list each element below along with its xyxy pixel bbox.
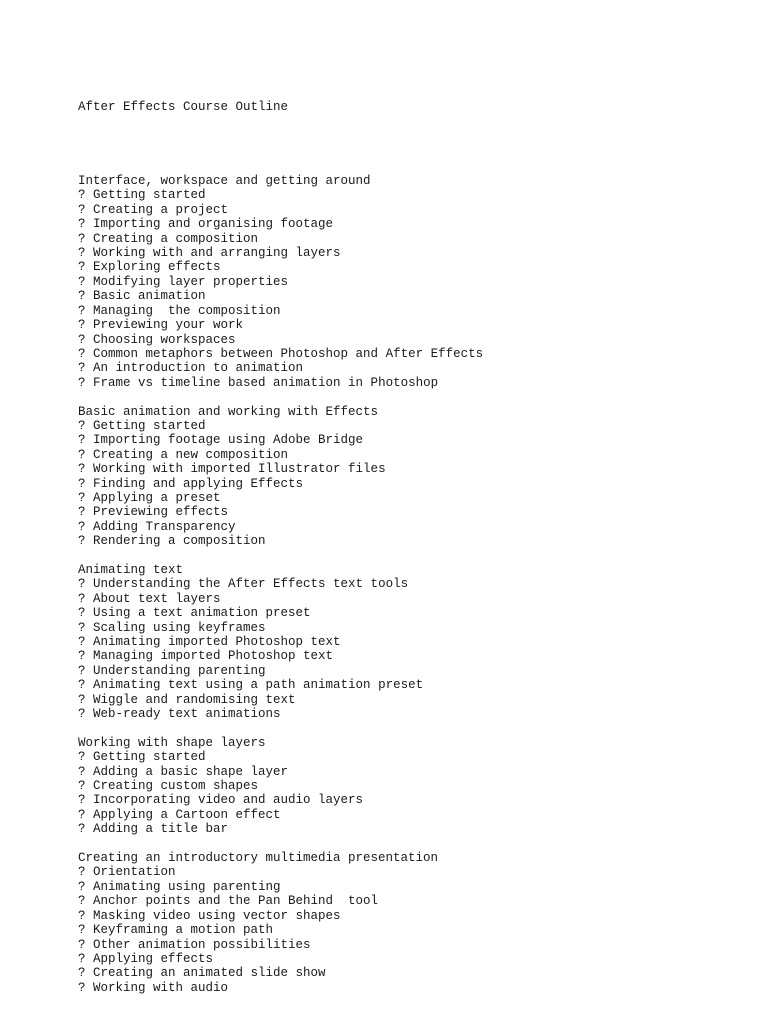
outline-item xyxy=(78,246,758,260)
outline-item-text: Understanding the After Effects text tools xyxy=(85,577,409,592)
outline-item-text: An introduction to animation xyxy=(85,361,304,376)
bullet-glyph: ? xyxy=(78,519,86,534)
outline-item-text: Creating a composition xyxy=(85,231,259,246)
bullet-glyph: ? xyxy=(78,577,86,592)
bullet-glyph: ? xyxy=(78,202,86,217)
outline-item xyxy=(78,938,758,952)
outline-item xyxy=(78,635,758,649)
bullet-glyph: ? xyxy=(78,793,86,808)
outline-item xyxy=(78,793,758,807)
outline-item xyxy=(78,318,758,332)
outline-item-text: Working with and arranging layers xyxy=(85,246,341,261)
outline-item-text: Applying effects xyxy=(85,951,214,966)
bullet-glyph: ? xyxy=(78,534,86,549)
outline-item xyxy=(78,347,758,361)
outline-item-text: Creating custom shapes xyxy=(85,779,259,794)
outline-item xyxy=(78,534,758,548)
bullet-glyph: ? xyxy=(78,462,86,477)
bullet-glyph: ? xyxy=(78,375,86,390)
outline-section xyxy=(78,736,758,837)
bullet-glyph: ? xyxy=(78,591,86,606)
bullet-glyph: ? xyxy=(78,649,86,664)
outline-item xyxy=(78,361,758,375)
outline-item-text: Other animation possibilities xyxy=(85,937,311,952)
bullet-glyph: ? xyxy=(78,966,86,981)
outline-item-text: Creating an animated slide show xyxy=(85,966,326,981)
outline-item-text: Web-ready text animations xyxy=(85,707,281,722)
bullet-glyph: ? xyxy=(78,663,86,678)
outline-item-text: Common metaphors between Photoshop and After Effects xyxy=(85,346,484,361)
outline-item xyxy=(78,448,758,462)
outline-item-text: Getting started xyxy=(85,418,206,433)
outline-sections xyxy=(78,174,758,995)
outline-item xyxy=(78,923,758,937)
outline-item-text: Exploring effects xyxy=(85,260,221,275)
bullet-glyph: ? xyxy=(78,447,86,462)
bullet-glyph: ? xyxy=(78,217,86,232)
outline-item-text: Adding Transparency xyxy=(85,519,236,534)
outline-item xyxy=(78,765,758,779)
bullet-glyph: ? xyxy=(78,505,86,520)
section-heading: Basic animation and working with Effects xyxy=(78,404,379,419)
outline-item-text: Applying a Cartoon effect xyxy=(85,807,281,822)
outline-item xyxy=(78,188,758,202)
outline-item-text: Working with imported Illustrator files xyxy=(85,462,386,477)
outline-item xyxy=(78,779,758,793)
outline-item-text: Previewing effects xyxy=(85,505,229,520)
bullet-glyph: ? xyxy=(78,303,86,318)
bullet-glyph: ? xyxy=(78,764,86,779)
outline-item-text: Basic animation xyxy=(85,289,206,304)
bullet-glyph: ? xyxy=(78,361,86,376)
bullet-glyph: ? xyxy=(78,937,86,952)
outline-item-text: Finding and applying Effects xyxy=(85,476,304,491)
outline-section xyxy=(78,174,758,390)
bullet-glyph: ? xyxy=(78,707,86,722)
outline-item xyxy=(78,577,758,591)
outline-item xyxy=(78,880,758,894)
outline-item-text: Keyframing a motion path xyxy=(85,923,274,938)
outline-item-text: Orientation xyxy=(85,865,176,880)
outline-item xyxy=(78,822,758,836)
outline-item-text: Applying a preset xyxy=(85,490,221,505)
bullet-glyph: ? xyxy=(78,332,86,347)
outline-item xyxy=(78,707,758,721)
bullet-glyph: ? xyxy=(78,620,86,635)
section-heading: Animating text xyxy=(78,562,184,577)
outline-item xyxy=(78,981,758,995)
outline-item-text: Incorporating video and audio layers xyxy=(85,793,364,808)
bullet-glyph: ? xyxy=(78,289,86,304)
bullet-glyph: ? xyxy=(78,188,86,203)
outline-item xyxy=(78,520,758,534)
outline-item-text: Animating using parenting xyxy=(85,879,281,894)
bullet-glyph: ? xyxy=(78,231,86,246)
outline-item-text: Creating a project xyxy=(85,202,229,217)
outline-item xyxy=(78,505,758,519)
outline-item xyxy=(78,621,758,635)
outline-item xyxy=(78,304,758,318)
outline-item-text: Scaling using keyframes xyxy=(85,620,266,635)
outline-item xyxy=(78,232,758,246)
outline-item-text: Creating a new composition xyxy=(85,447,289,462)
section-heading: Creating an introductory multimedia presentation xyxy=(78,851,439,866)
outline-item xyxy=(78,477,758,491)
outline-item xyxy=(78,203,758,217)
bullet-glyph: ? xyxy=(78,318,86,333)
outline-item xyxy=(78,808,758,822)
document-page xyxy=(78,71,758,1024)
outline-item xyxy=(78,333,758,347)
outline-section xyxy=(78,563,758,721)
outline-item xyxy=(78,592,758,606)
section-heading: Interface, workspace and getting around xyxy=(78,174,371,189)
outline-item xyxy=(78,491,758,505)
outline-section xyxy=(78,851,758,995)
outline-item xyxy=(78,606,758,620)
outline-item-text: Masking video using vector shapes xyxy=(85,908,341,923)
outline-item-text: Rendering a composition xyxy=(85,534,266,549)
outline-item xyxy=(78,678,758,692)
bullet-glyph: ? xyxy=(78,346,86,361)
bullet-glyph: ? xyxy=(78,894,86,909)
outline-item xyxy=(78,966,758,980)
bullet-glyph: ? xyxy=(78,879,86,894)
document-title: After Effects Course Outline xyxy=(78,99,289,114)
bullet-glyph: ? xyxy=(78,779,86,794)
bullet-glyph: ? xyxy=(78,923,86,938)
outline-item xyxy=(78,217,758,231)
bullet-glyph: ? xyxy=(78,418,86,433)
outline-item-text: Using a text animation preset xyxy=(85,606,311,621)
outline-item-text: Importing and organising footage xyxy=(85,217,334,232)
outline-item xyxy=(78,649,758,663)
outline-item-text: Frame vs timeline based animation in Photoshop xyxy=(85,375,439,390)
bullet-glyph: ? xyxy=(78,692,86,707)
outline-item-text: About text layers xyxy=(85,591,221,606)
outline-item-text: Managing imported Photoshop text xyxy=(85,649,334,664)
outline-item xyxy=(78,664,758,678)
outline-item xyxy=(78,419,758,433)
bullet-glyph: ? xyxy=(78,476,86,491)
bullet-glyph: ? xyxy=(78,807,86,822)
outline-item-text: Adding a basic shape layer xyxy=(85,764,289,779)
bullet-glyph: ? xyxy=(78,980,86,995)
outline-item xyxy=(78,376,758,390)
outline-item xyxy=(78,693,758,707)
outline-item xyxy=(78,909,758,923)
outline-item xyxy=(78,275,758,289)
bullet-glyph: ? xyxy=(78,678,86,693)
outline-item-text: Choosing workspaces xyxy=(85,332,236,347)
outline-item-text: Modifying layer properties xyxy=(85,274,289,289)
bullet-glyph: ? xyxy=(78,951,86,966)
bullet-glyph: ? xyxy=(78,750,86,765)
outline-item xyxy=(78,433,758,447)
outline-item-text: Getting started xyxy=(85,750,206,765)
outline-item xyxy=(78,260,758,274)
bullet-glyph: ? xyxy=(78,490,86,505)
bullet-glyph: ? xyxy=(78,260,86,275)
outline-item-text: Animating text using a path animation preset xyxy=(85,678,424,693)
outline-item-text: Importing footage using Adobe Bridge xyxy=(85,433,364,448)
outline-item xyxy=(78,289,758,303)
bullet-glyph: ? xyxy=(78,274,86,289)
outline-item-text: Adding a title bar xyxy=(85,822,229,837)
outline-item-text: Managing the composition xyxy=(85,303,281,318)
outline-item-text: Wiggle and randomising text xyxy=(85,692,296,707)
outline-item-text: Anchor points and the Pan Behind tool xyxy=(85,894,379,909)
outline-item xyxy=(78,865,758,879)
bullet-glyph: ? xyxy=(78,433,86,448)
outline-item xyxy=(78,894,758,908)
outline-item xyxy=(78,952,758,966)
bullet-glyph: ? xyxy=(78,606,86,621)
outline-section xyxy=(78,405,758,549)
bullet-glyph: ? xyxy=(78,246,86,261)
section-heading: Working with shape layers xyxy=(78,735,266,750)
bullet-glyph: ? xyxy=(78,822,86,837)
bullet-glyph: ? xyxy=(78,635,86,649)
outline-item-text: Working with audio xyxy=(85,980,229,995)
outline-item xyxy=(78,462,758,476)
outline-item-text: Animating imported Photoshop text xyxy=(85,635,341,649)
bullet-glyph: ? xyxy=(78,908,86,923)
outline-item-text: Understanding parenting xyxy=(85,663,266,678)
bullet-glyph: ? xyxy=(78,865,86,880)
outline-item-text: Getting started xyxy=(85,188,206,203)
outline-item-text: Previewing your work xyxy=(85,318,244,333)
outline-item xyxy=(78,750,758,764)
